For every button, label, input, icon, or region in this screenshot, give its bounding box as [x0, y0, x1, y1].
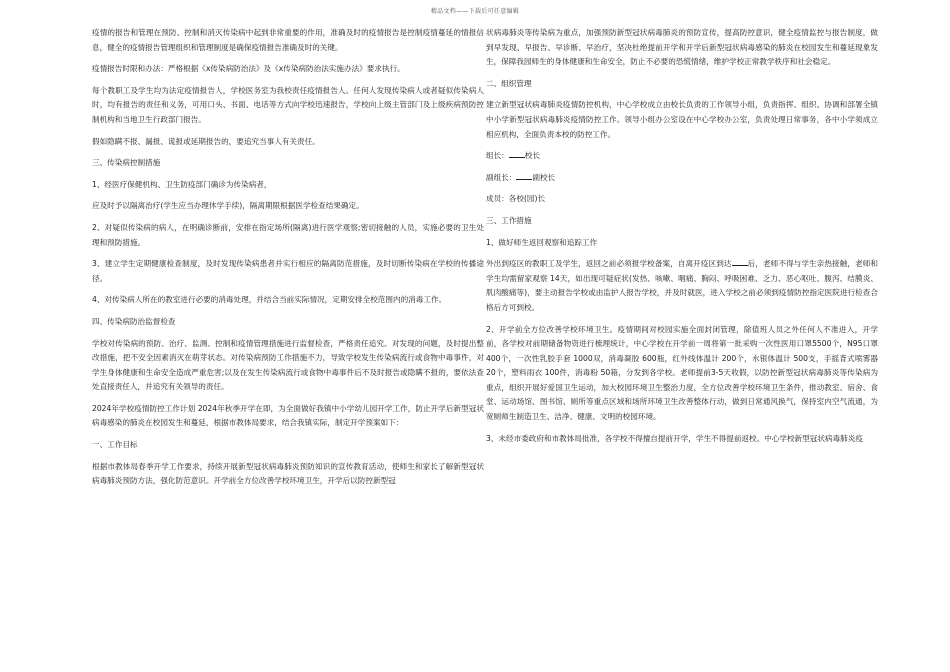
blank-line — [516, 179, 532, 180]
paragraph: 应及时予以隔离治疗(学生应当办理休学手续)，隔离期限根据医学检查结果确定。 — [92, 201, 364, 211]
deputy-label: 副组长： — [486, 172, 517, 182]
left-column — [92, 26, 484, 489]
paragraph: 1、做好师生返回观察和追踪工作 — [486, 237, 598, 247]
section-heading: 二、组织管理 — [486, 78, 532, 88]
paragraph: 4、对传染病人所在的教室进行必要的消毒处理，并结合当前实际情况，定期安排全校范围内的消毒工作。 — [92, 295, 447, 305]
leader-label: 组长： — [486, 151, 509, 161]
deputy-role: 副校长 — [532, 172, 556, 182]
paragraph: 1、经医疗保健机构、卫生防疫部门确诊为传染病者， — [92, 179, 272, 189]
leader-role: 校长 — [524, 151, 540, 161]
paragraph: 状病毒肺炎等传染病为重点，加强预防新型冠状病毒肺炎的预防宣传，提高防控意识，健全疫情监控与报告制度，做到早发现、早报告、早诊断、早治疗，坚决杜绝提前开学和开学后新型冠状病毒感染的肺炎在校园发生和蔓延现象发生，保障我园师生的身体健康和生命安全，防止不必要的恐慌情绪，维护学校正常教学秩序和社会稳定。 — [486, 28, 878, 67]
paragraph: 2024年学校疫情防控工作计划 2024年秋季开学在即，为全面做好我镇中小学幼儿园开学工作，防止开学后新型冠状病毒感染的肺炎在校园发生和蔓延，根据市教体局要求，结合我镇实际，制定开学预案如下： — [92, 403, 484, 428]
paragraph: 假如隐瞒不报、漏报、谎报或延期报告的，要追究当事人有关责任。 — [92, 136, 320, 146]
right-column — [486, 26, 878, 446]
blank-line — [732, 265, 748, 266]
paragraph: 每个教职工及学生均为法定疫情报告人，学校医务室为我校责任疫情报告人。任何人发现传染病人或者疑似传染病人时，均有报告的责任和义务，可用口头、书面、电话等方式向学校迅速报告，学校向上级主管部门及上级疾病预防控制机构和当地卫生行政部门报告。 — [92, 85, 484, 124]
paragraph: 疫情报告时限和办法：严格根据《x传染病防治法》及《x传染病防治法实施办法》要求执行。 — [92, 64, 405, 74]
section-heading: 三、工作措施 — [486, 215, 532, 225]
paragraph: 根据市教体局春季开学工作要求，持续开展新型冠状病毒肺炎预防知识的宣传教育活动，使师生和家长了解新型冠状病毒肺炎预防方法，强化防范意识。开学前全方位改善学校环境卫生，开学后以防控新型冠 — [92, 461, 484, 486]
paragraph: 建立新型冠状病毒肺炎疫情防控机构，中心学校成立由校长负责的工作领导小组，负责指挥、组织、协调和部署全镇中小学新型冠状病毒肺炎疫情防控工作。领导小组办公室设在中心学校办公室，负责处理日常事务，各中小学须成立相应机构，全面负责本校的防控工作。 — [486, 100, 878, 139]
paragraph: 3、未经市委政府和市教体局批准，各学校不得擅自提前开学，学生不得提前返校。中心学校新型冠状病毒肺炎疫 — [486, 433, 863, 443]
blank-line — [509, 157, 525, 158]
deputy-leader-line — [486, 171, 878, 186]
section-heading: 三、传染病控制措施 — [92, 158, 161, 168]
leader-line — [486, 149, 878, 164]
page-header: 精品文档——下载后可任意编辑 — [430, 8, 520, 15]
paragraph: 学校对传染病的预防、治疗、监测、控制和疫情管理措施进行监督检查，严格责任追究。对发现的问题，及时提出整改措施，把不安全因素消灭在萌芽状态。对传染病预防工作措施不力，导致学校发生传染病流行或食物中毒事件，对学生身体健康和生命安全造成严重危害;以及在发生传染病流行或食物中毒事件后不及时报告或隐瞒不报的，要依法查处直接责任人，并追究有关领导的责任。 — [92, 338, 484, 392]
members-line: 成员：各校(园)长 — [486, 194, 546, 204]
paragraph: 疫情的报告和管理在预防、控制和消灭传染病中起到非常重要的作用，准确及时的疫情报告是控制疫情蔓延的情报信息，健全的疫情报告管理组织和管理制度是确保疫情报告准确及时的关键。 — [92, 28, 484, 52]
paragraph: 2、对疑似传染病的病人，在明确诊断前，安排在指定场所(隔离)进行医学观察;密切接触的人员，实施必要的卫生处理和预防措施。 — [92, 222, 484, 247]
paragraph: 外出到疫区的教职工及学生，返回之前必须报学校备案，自离开疫区到达 后，老师不得与学生亲热接触，老师和学生均需留家观察 14天，如出现可疑症状(发热、咳嗽、咽痛、胸闷、呼吸困难、乏力、恶心呕吐、腹泻、结膜炎、肌肉酸痛等)，要主动报告学校或由监护人报告学校，并及时就医，进入学校之前必须到疫情防控指定医院进行检查合格后方可到校。 — [486, 259, 878, 312]
section-heading: 四、传染病防治监督检查 — [92, 316, 176, 326]
paragraph: 3、建立学生定期健康检查制度，及时发现传染病患者并实行相应的隔离防范措施，及时切断传染病在学校的传播途径。 — [92, 259, 484, 283]
paragraph: 2、开学前全方位改善学校环境卫生。疫情期间对校园实施全面封闭管理，除值班人员之外任何人不准进入，开学前，各学校对前期储备物资进行梳理统计，中心学校在开学前一周将第一批采购一次性医用口罩5500个，N95口罩 400个，一次性乳胶手套 1000双，消毒凝胶 600瓶，红外线体温计 200个，水银体温计 500支，手摇背式喷雾器 20个，塑料雨衣 100件，消毒粉 50箱，分发到各学校。老师提前3-5天收假，以防控新型冠状病毒肺炎等传染病为重点，组织开展好爱国卫生运动，加大校园环境卫生整治力度，全方位改善学校环境卫生条件，推动教室、宿舍、食堂、运动场馆、图书馆、厕所等重点区域和场所环境卫生改善整体行动，做到日常通风换气，保持室内空气流通，为宽厕师生制造卫生、洁净、健康、文明的校园环境。 — [486, 324, 878, 422]
section-heading: 一、工作目标 — [92, 440, 138, 450]
